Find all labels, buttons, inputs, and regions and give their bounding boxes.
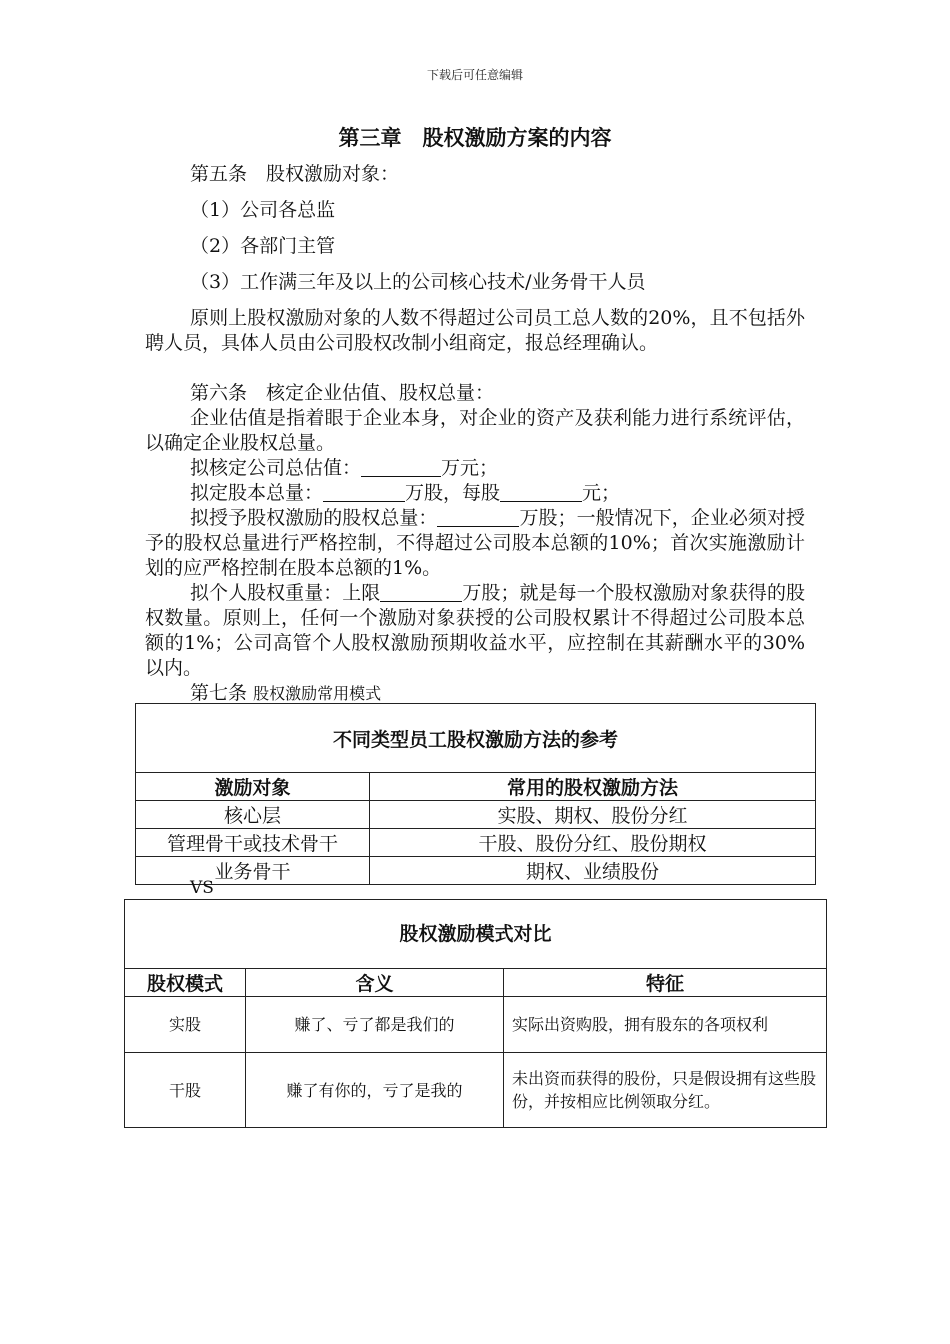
table2-header-meaning: 含义 (246, 969, 504, 997)
table-cell: 赚了、亏了都是我们的 (246, 997, 504, 1053)
capital-unit: 元； (582, 482, 621, 504)
table-row (125, 1053, 827, 1128)
table1-caption: 不同类型员工股权激励方法的参考 (136, 704, 816, 773)
table-row (136, 801, 816, 829)
table-cell: 干股、股份分红、股份期权 (370, 829, 816, 857)
personal-paragraph (145, 581, 805, 681)
article-7-number: 第七条 (190, 682, 248, 704)
grant-label: 拟授予股权激励的股权总量： (190, 507, 438, 529)
table-cell: 实股、期权、股份分红 (370, 801, 816, 829)
capital-line (190, 481, 850, 506)
valuation-label: 拟核定公司总估值： (190, 457, 362, 479)
page-header: 下载后可任意编辑 (426, 68, 523, 82)
grant-paragraph (145, 506, 805, 581)
target-item-2: （2）各部门主管 (190, 235, 336, 257)
target-item-1: （1）公司各总监 (190, 199, 336, 221)
article-7-title: 股权激励常用模式 (253, 684, 382, 703)
target-item-3: （3）工作满三年及以上的公司核心技术/业务骨干人员 (190, 271, 646, 293)
personal-blank (380, 581, 462, 602)
mode-comparison-table (124, 899, 827, 1128)
table2-header-feature: 特征 (504, 969, 827, 997)
table-cell: 赚了有你的，亏了是我的 (246, 1053, 504, 1128)
per-share-blank (500, 481, 582, 502)
grant-text: 万股；一般情况下，企业必须对授予的股权总量进行严格控制，不得超过公司股本总额的10%；首次实施激励计划的应严格控制在股本总额的1%。 (145, 507, 805, 579)
valuation-line (190, 456, 850, 481)
table-cell: 实股 (125, 997, 246, 1053)
article-6-heading: 第六条 核定企业估值、股权总量： (190, 382, 495, 404)
table2-caption: 股权激励模式对比 (125, 900, 827, 969)
table-cell: 核心层 (136, 801, 370, 829)
table-cell: 管理骨干或技术骨干 (136, 829, 370, 857)
table-row (125, 997, 827, 1053)
vs-label: VS (190, 878, 214, 898)
capital-blank (323, 481, 405, 502)
article-5-heading: 第五条 股权激励对象： (190, 163, 400, 185)
valuation-blank (361, 456, 441, 477)
table1-header-target: 激励对象 (136, 773, 370, 801)
capital-mid: 万股，每股 (405, 482, 501, 504)
table-cell: 期权、业绩股份 (370, 857, 816, 885)
article-5-paragraph: 原则上股权激励对象的人数不得超过公司员工总人数的20%，且不包括外聘人员，具体人员由公司股权改制小组商定，报总经理确认。 (145, 307, 805, 354)
personal-text: 万股；就是每一个股权激励对象获得的股权数量。原则上，任何一个激励对象获授的公司股权累计不得超过公司股本总额的1%；公司高管个人股权激励预期收益水平，应控制在其薪酬水平的30%以内。 (145, 582, 805, 679)
article-6-paragraph: 企业估值是指着眼于企业本身，对企业的资产及获利能力进行系统评估，以确定企业股权总量。 (145, 407, 805, 454)
valuation-unit: 万元； (441, 457, 499, 479)
personal-label: 拟个人股权重量：上限 (190, 582, 381, 604)
table-cell: 业务骨干 (136, 857, 370, 885)
table2-header-mode: 股权模式 (125, 969, 246, 997)
incentive-method-table (135, 703, 816, 885)
chapter-title: 第三章 股权激励方案的内容 (338, 126, 612, 150)
table-cell: 未出资而获得的股份，只是假设拥有这些股份，并按相应比例领取分红。 (504, 1053, 827, 1128)
grant-blank (437, 506, 519, 527)
table-cell: 实际出资购股，拥有股东的各项权利 (504, 997, 827, 1053)
table1-header-method: 常用的股权激励方法 (370, 773, 816, 801)
table-cell: 干股 (125, 1053, 246, 1128)
capital-label: 拟定股本总量： (190, 482, 324, 504)
table-row (136, 829, 816, 857)
